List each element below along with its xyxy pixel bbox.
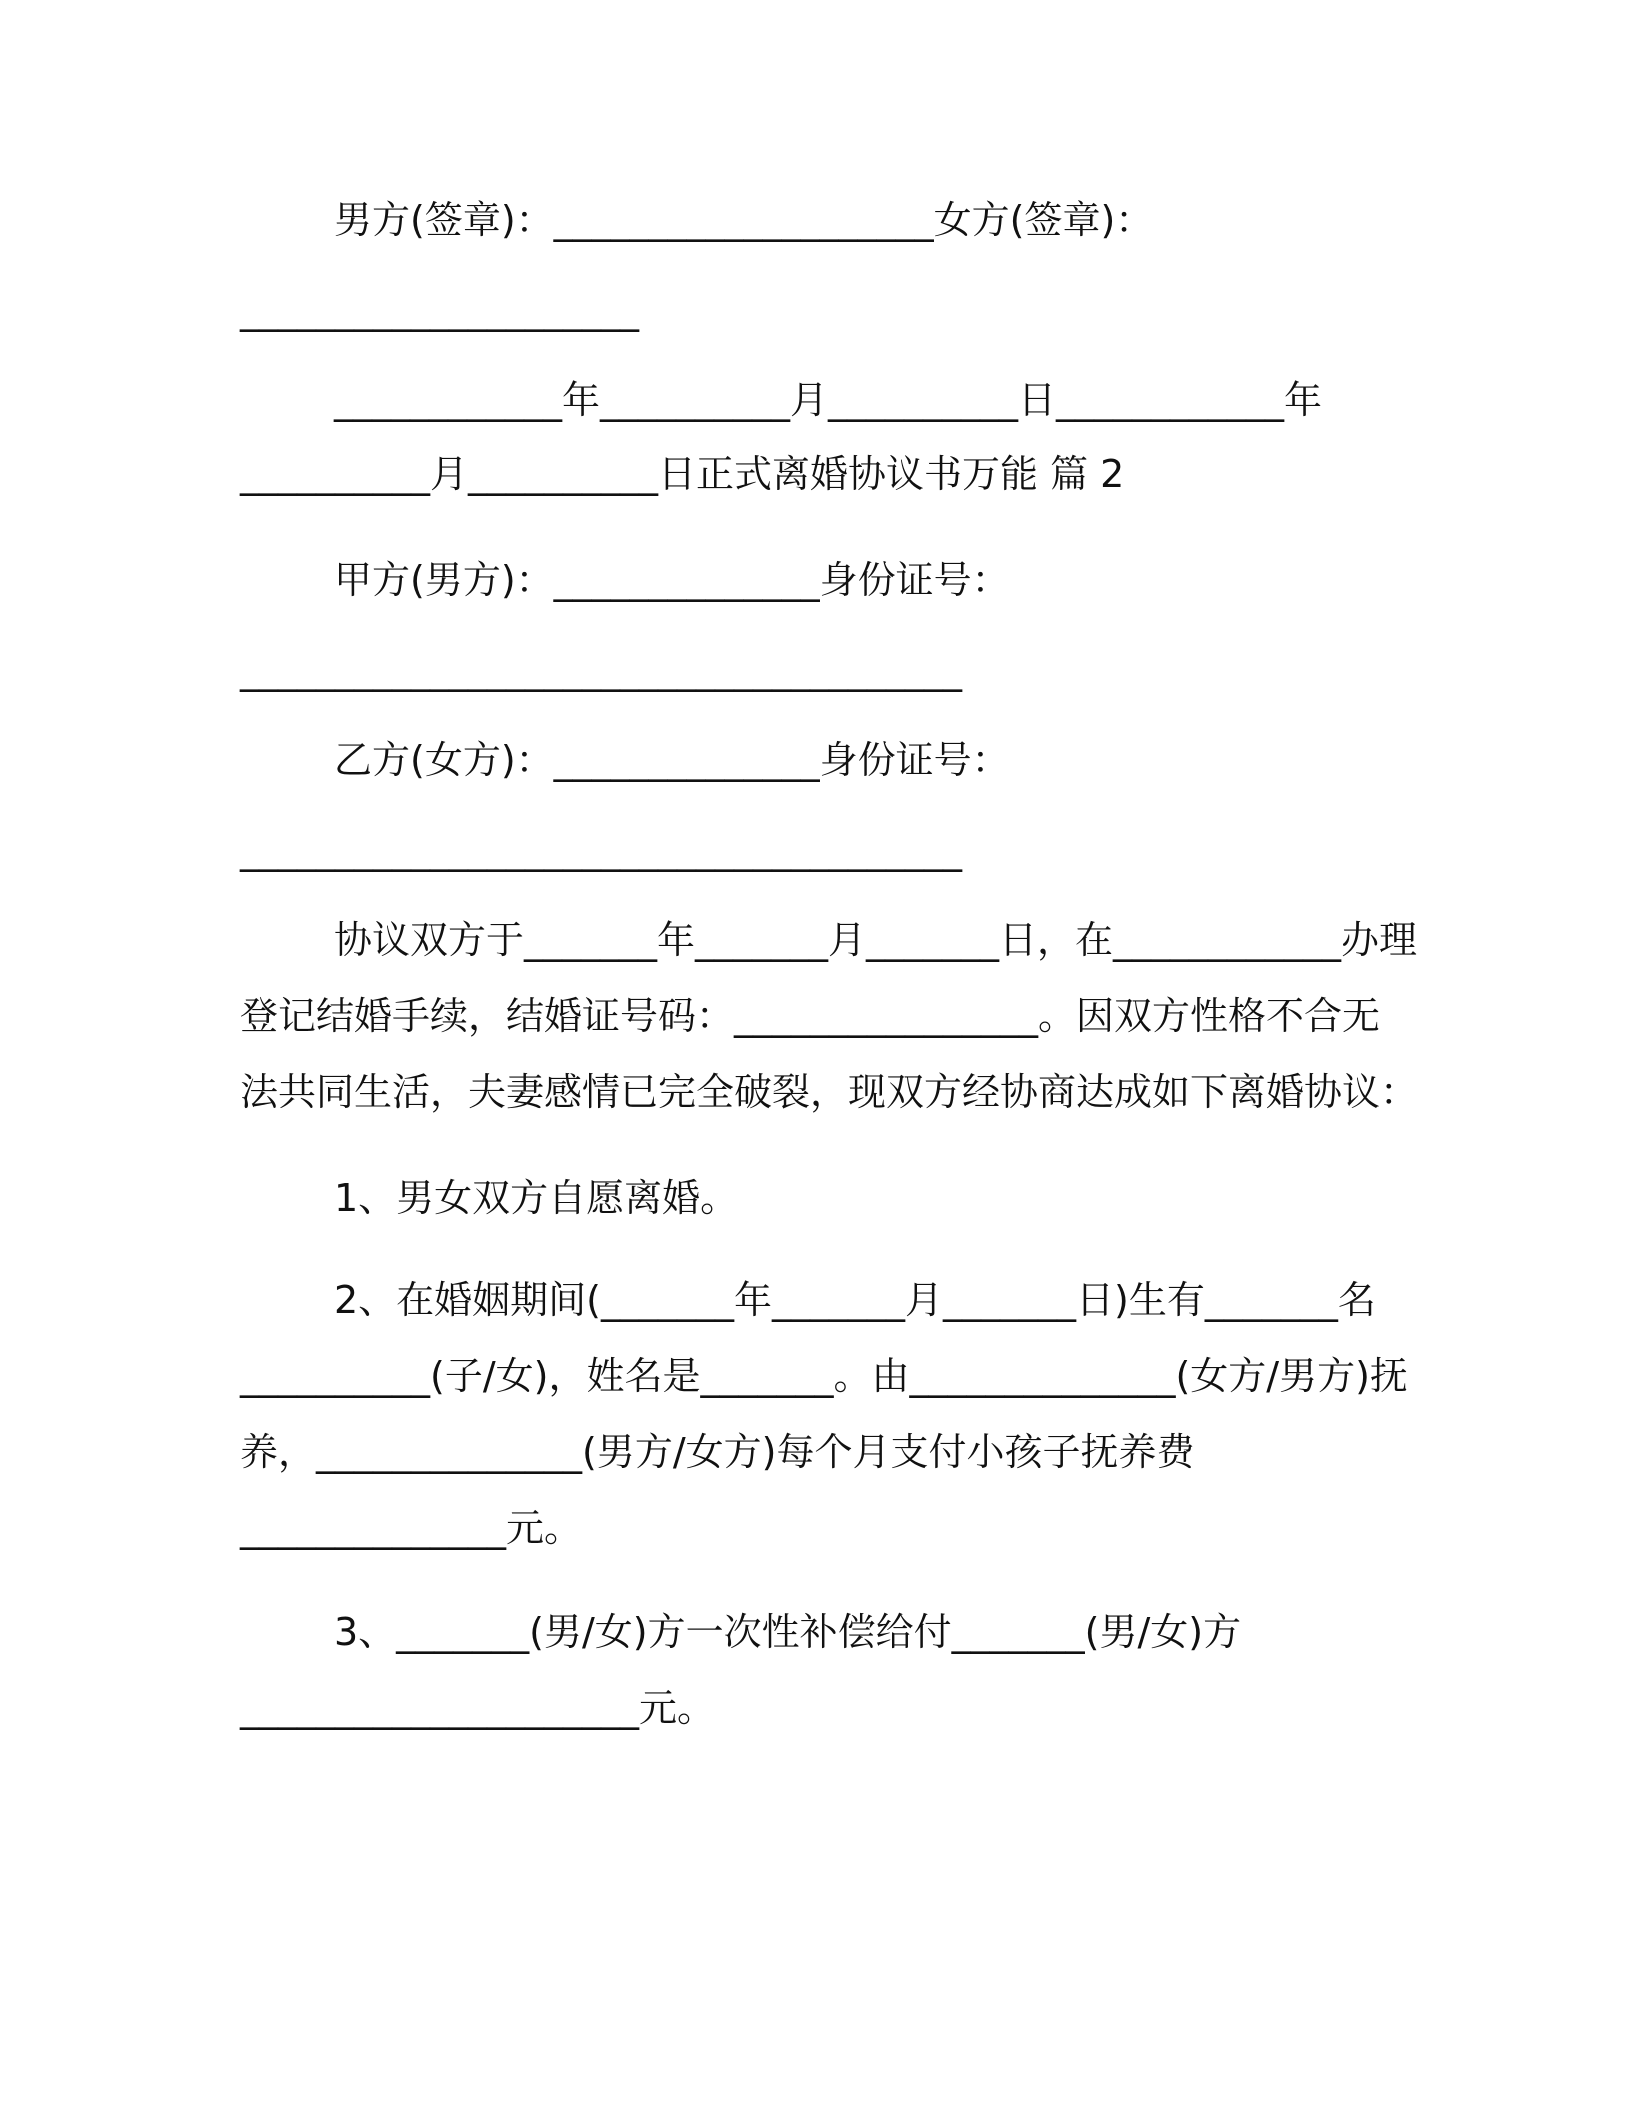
party-b-id-blank: ______________________________________ bbox=[240, 828, 962, 872]
party-b-line: 乙方(女方)：______________身份证号： bbox=[334, 738, 1010, 782]
signature-line: 男方(签章)：____________________女方(签章)： bbox=[334, 198, 1154, 242]
clause-2-line-4: ______________元。 bbox=[240, 1506, 583, 1550]
clause-3-line-1: 3、_______(男/女)方一次性补偿给付_______(男/女)方 bbox=[334, 1610, 1242, 1654]
party-a-id-blank: ______________________________________ bbox=[240, 648, 962, 692]
clause-2-line-2: __________(子/女)，姓名是_______。由______________(女方/男方)抚 bbox=[240, 1354, 1408, 1398]
agreement-paragraph-line-2: 登记结婚手续，结婚证号码：________________。因双方性格不合无 bbox=[240, 994, 1381, 1038]
party-a-line: 甲方(男方)：______________身份证号： bbox=[334, 558, 1010, 602]
agreement-paragraph-line-1: 协议双方于_______年_______月_______日，在____________办理 bbox=[334, 918, 1418, 962]
clause-2-line-1: 2、在婚姻期间(_______年_______月_______日)生有_______名 bbox=[334, 1278, 1376, 1322]
agreement-paragraph-line-3: 法共同生活，夫妻感情已完全破裂，现双方经协商达成如下离婚协议： bbox=[240, 1070, 1419, 1114]
date-line: ____________年__________月__________日____________年 bbox=[334, 378, 1323, 422]
clause-3-line-2: _____________________元。 bbox=[240, 1686, 716, 1730]
clause-2-line-3: 养，______________(男方/女方)每个月支付小孩子抚养费 bbox=[240, 1430, 1195, 1474]
section-title: __________月__________日正式离婚协议书万能 篇 2 bbox=[240, 452, 1125, 496]
clause-1: 1、男女双方自愿离婚。 bbox=[334, 1176, 739, 1220]
signature-blank: _____________________ bbox=[240, 288, 639, 332]
